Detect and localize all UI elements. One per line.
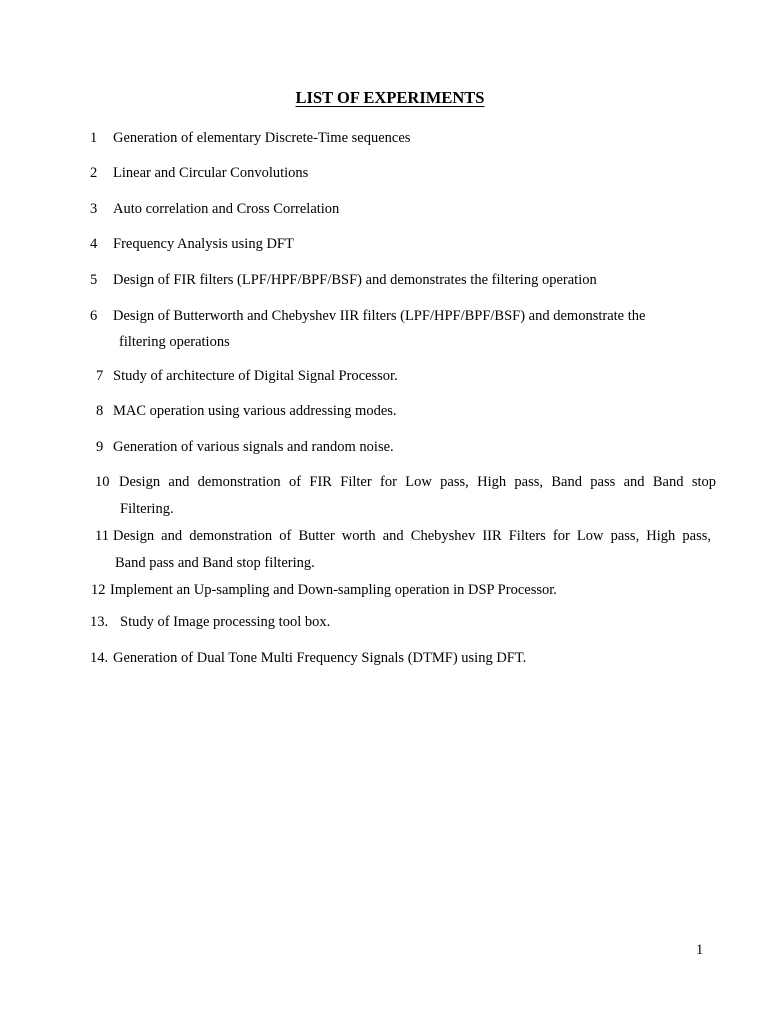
experiment-text-continuation: Band pass and Band stop filtering. (115, 555, 315, 571)
experiment-number: 11 (95, 528, 109, 544)
experiment-number: 14. (90, 650, 109, 666)
page-title: LIST OF EXPERIMENTS (295, 88, 485, 107)
experiment-number: 4 (90, 236, 98, 252)
experiment-text: Design of FIR filters (LPF/HPF/BPF/BSF) and demonstrates the filtering operation (113, 272, 597, 288)
experiment-text-continuation: filtering operations (119, 334, 230, 350)
experiment-text: Generation of various signals and random noise. (113, 439, 394, 455)
experiment-text: Generation of Dual Tone Multi Frequency Signals (DTMF) using DFT. (113, 650, 527, 666)
experiment-number: 6 (90, 308, 98, 324)
experiment-number: 5 (90, 272, 98, 288)
experiment-text: Frequency Analysis using DFT (113, 236, 294, 252)
experiment-number: 3 (90, 201, 98, 217)
experiment-text: Linear and Circular Convolutions (113, 165, 309, 181)
experiment-text-continuation: Filtering. (120, 501, 174, 517)
experiment-number: 9 (96, 439, 104, 455)
experiment-number: 8 (96, 403, 104, 419)
experiment-number: 1 (90, 130, 98, 146)
experiment-number: 2 (90, 165, 98, 181)
experiment-text: Implement an Up-sampling and Down-sampling operation in DSP Processor. (110, 582, 557, 598)
experiment-number: 12 (91, 582, 106, 598)
experiment-text: Study of architecture of Digital Signal Processor. (113, 368, 398, 384)
experiment-text: Generation of elementary Discrete-Time sequences (113, 130, 411, 146)
experiment-text: Auto correlation and Cross Correlation (113, 201, 340, 217)
experiment-text: Design of Butterworth and Chebyshev IIR filters (LPF/HPF/BPF/BSF) and demonstrate the (113, 308, 646, 324)
experiment-text: Design and demonstration of FIR Filter for Low pass, High pass, Band pass and Band stop (119, 474, 716, 490)
experiment-text: Design and demonstration of Butter worth and Chebyshev IIR Filters for Low pass, High pass, (113, 528, 711, 544)
experiment-text: MAC operation using various addressing modes. (113, 403, 397, 419)
experiment-number: 7 (96, 368, 104, 384)
experiment-number: 10 (95, 474, 110, 490)
experiment-number: 13. (90, 614, 109, 630)
page-number: 1 (696, 942, 704, 958)
experiment-text: Study of Image processing tool box. (120, 614, 331, 630)
